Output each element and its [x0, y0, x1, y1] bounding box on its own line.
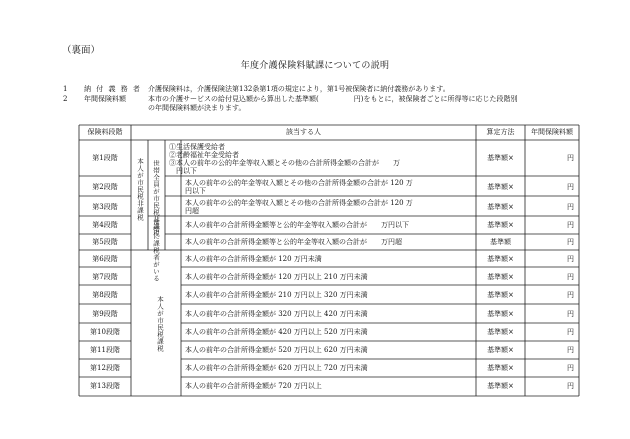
row-text-line: 円以下: [185, 187, 206, 195]
annual-value: 円: [567, 203, 574, 211]
note-2-number: 2: [63, 95, 68, 103]
stage-label: 第11段階: [90, 346, 120, 354]
method-value: 基準額×: [487, 203, 514, 211]
row-text-line: 本人の前年の合計所得金額が 120 万円未満: [185, 255, 322, 263]
group-label-exempt: 本人が市民税非課税: [136, 158, 144, 221]
row-text-line: 本人の前年の合計所得金額が 420 万円以上 520 万円未満: [185, 328, 368, 336]
header-applicable: 該当する人: [286, 128, 321, 136]
annual-value: 円: [567, 291, 574, 299]
stage-label: 第1段階: [92, 154, 118, 162]
page-title: 年度介護保険料賦課についての説明: [240, 61, 390, 71]
method-value: 基準額×: [487, 382, 514, 390]
row-text-line: 円超: [185, 207, 199, 215]
stage-label: 第5段階: [92, 238, 118, 246]
method-value: 基準額×: [487, 291, 514, 299]
annual-value: 円: [567, 328, 574, 336]
method-value: 基準額: [490, 238, 511, 246]
row-text-line: 本人の前年の合計所得金額が 720 万円以上: [185, 382, 322, 390]
stage-label: 第10段階: [90, 328, 120, 336]
header-annual: 年間保険料額: [531, 128, 573, 136]
page-side-label: （裏面）: [62, 45, 101, 56]
header-method: 算定方法: [486, 128, 515, 136]
method-value: 基準額×: [487, 310, 514, 318]
row-text-line: 本人の前年の合計所得金額が 120 万円以上 210 万円未満: [185, 273, 368, 281]
row-text-line: ③本人の前年の公的年金等収入額とその他の合計所得金額の合計が 万: [169, 159, 400, 167]
stage-label: 第13段階: [90, 382, 120, 390]
row-text-line: ①生活保護受給者: [169, 143, 225, 151]
note-1-text: 介護保険料は，介護保険法第132条第1項の規定により，第1号被保険者に納付義務があります。: [148, 85, 450, 93]
annual-value: 円: [567, 346, 574, 354]
annual-value: 円: [567, 364, 574, 372]
method-value: 基準額×: [487, 273, 514, 281]
row-text-line: 本人の前年の合計所得金額が 320 万円以上 420 万円未満: [185, 310, 368, 318]
stage-label: 第12段階: [90, 364, 120, 372]
group-label-household-taxed: 世帯に課税者がいる: [152, 219, 160, 282]
annual-value: 円: [567, 154, 574, 162]
annual-value: 円: [567, 183, 574, 191]
note-2-text-cont: の年間保険料額が決まります。: [148, 104, 246, 112]
note-2-heading: 年間保険料額: [84, 95, 126, 103]
method-value: 基準額×: [487, 328, 514, 336]
row-text-line: 本人の前年の合計所得金額等と公的年金等収入額の合計が 万円超: [185, 238, 402, 246]
group-label-taxed: 本人が市民税課税: [156, 296, 164, 352]
annual-value: 円: [567, 238, 574, 246]
note-1-heading: 納 付 義 務 者: [84, 85, 142, 93]
row-text-line: ②老齢福祉年金受給者: [169, 151, 239, 159]
row-text-line: 本人の前年の合計所得金額が 210 万円以上 320 万円未満: [185, 291, 368, 299]
header-stage: 保険料段階: [87, 128, 123, 136]
note-2-text: 本市の介護サービスの給付見込額から算出した基準額( 円)をもとに，被保険者ごとに所得等に応じた段階別: [148, 95, 518, 103]
method-value: 基準額×: [487, 154, 514, 162]
row-text-line: 本人の前年の合計所得金額等と公的年金等収入額の合計が 万円以下: [185, 221, 409, 229]
method-value: 基準額×: [487, 255, 514, 263]
method-value: 基準額×: [487, 221, 514, 229]
stage-label: 第2段階: [92, 183, 118, 191]
stage-label: 第6段階: [92, 255, 118, 263]
method-value: 基準額×: [487, 364, 514, 372]
annual-value: 円: [567, 310, 574, 318]
stage-label: 第9段階: [92, 310, 118, 318]
method-value: 基準額×: [487, 183, 514, 191]
stage-label: 第3段階: [92, 203, 118, 211]
stage-label: 第4段階: [92, 221, 118, 229]
annual-value: 円: [567, 255, 574, 263]
annual-value: 円: [567, 221, 574, 229]
row-text-line: 本人の前年の合計所得金額が 520 万円以上 620 万円未満: [185, 346, 368, 354]
method-value: 基準額×: [487, 346, 514, 354]
row-text-line: 円以下: [169, 167, 197, 175]
annual-value: 円: [567, 382, 574, 390]
row-text-line: 本人の前年の合計所得金額が 620 万円以上 720 万円未満: [185, 364, 368, 372]
row-text-line: 本人の前年の公的年金等収入額とその他の合計所得金額の合計が 120 万: [185, 199, 413, 207]
stage-label: 第7段階: [92, 273, 118, 281]
stage-label: 第8段階: [92, 291, 118, 299]
note-1-number: 1: [63, 85, 68, 93]
annual-value: 円: [567, 273, 574, 281]
row-text-line: 本人の前年の公的年金等収入額とその他の合計所得金額の合計が 120 万: [185, 179, 413, 187]
group-label-household-exempt: 世帯全員が市民税非課税: [152, 160, 160, 237]
